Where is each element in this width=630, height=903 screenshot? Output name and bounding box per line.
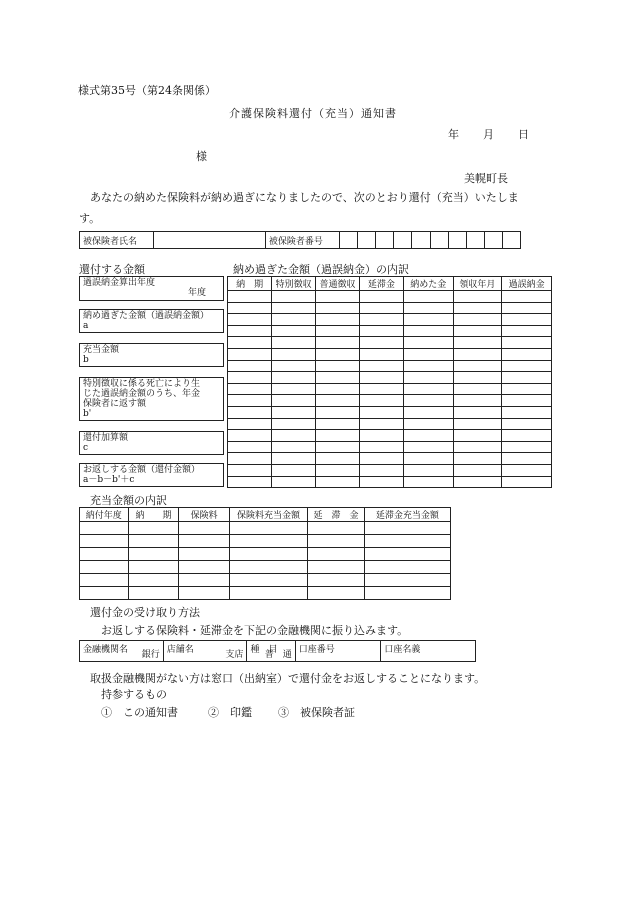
overpaid-breakdown-heading: 納め過ぎた金額（過誤納金）の内訳	[233, 263, 409, 276]
special-collection-line-1: 特別徴収に係る死亡により生	[83, 379, 201, 389]
col-late-fee: 延滞金	[359, 277, 403, 291]
insured-number-digit[interactable]	[394, 232, 412, 249]
col-late-charge-appropriation: 延滞金充当金額	[364, 508, 450, 522]
table-row	[228, 464, 552, 476]
table-cell[interactable]	[453, 291, 502, 303]
table-cell[interactable]	[308, 574, 365, 587]
return-amount-formula: a－b－b'＋c	[83, 475, 135, 485]
table-cell[interactable]	[272, 314, 316, 326]
receipt-method-description: お返しする保険料・延滞金を下記の金融機関に振り込みます。	[101, 624, 409, 637]
table-cell[interactable]	[453, 383, 502, 395]
table-cell[interactable]	[316, 441, 360, 453]
appropriation-breakdown-heading: 充当金額の内訳	[90, 494, 167, 507]
col-receipt-month: 領収年月	[453, 277, 502, 291]
table-cell[interactable]	[272, 383, 316, 395]
table-cell[interactable]	[359, 372, 403, 384]
special-collection-code: b'	[83, 409, 92, 419]
col-payment-year: 納付年度	[80, 508, 129, 522]
table-cell[interactable]	[502, 441, 552, 453]
insured-number-label: 被保険者番号	[265, 232, 339, 249]
bring-item-notice: ① この通知書	[101, 706, 178, 719]
table-cell[interactable]	[272, 372, 316, 384]
table-cell[interactable]	[228, 337, 272, 349]
table-cell[interactable]	[272, 360, 316, 372]
overpaid-breakdown-body	[228, 291, 552, 488]
table-row	[228, 302, 552, 314]
table-cell[interactable]	[272, 464, 316, 476]
col-late-charge: 延 滞 金	[308, 508, 365, 522]
col-premium: 保険料	[179, 508, 230, 522]
overpaid-breakdown-header-row	[228, 277, 552, 291]
table-cell[interactable]	[228, 453, 272, 465]
table-cell[interactable]	[502, 418, 552, 430]
table-cell[interactable]	[128, 574, 179, 587]
insured-number-digit[interactable]	[484, 232, 502, 249]
table-cell[interactable]	[359, 406, 403, 418]
appropriation-amount-label: 充当金額	[83, 345, 120, 355]
table-cell[interactable]	[502, 383, 552, 395]
col-special-collection: 特別徴収	[272, 277, 316, 291]
table-row	[228, 325, 552, 337]
calc-year-label: 過誤納金算出年度	[83, 278, 156, 288]
table-cell[interactable]	[359, 464, 403, 476]
table-cell[interactable]	[272, 395, 316, 407]
table-cell[interactable]	[179, 561, 230, 574]
table-cell[interactable]	[272, 291, 316, 303]
col-due-period: 納 期	[228, 277, 272, 291]
table-cell[interactable]	[272, 476, 316, 488]
table-row	[228, 383, 552, 395]
table-cell[interactable]	[502, 337, 552, 349]
table-row	[228, 348, 552, 360]
return-amount-box[interactable]	[79, 463, 224, 487]
insured-name-field[interactable]	[154, 232, 266, 249]
issuer: 美幌町長	[464, 172, 508, 185]
table-cell[interactable]	[453, 395, 502, 407]
col-overpaid: 過誤納金	[502, 277, 552, 291]
table-cell[interactable]	[403, 441, 453, 453]
table-row	[80, 548, 451, 561]
table-cell[interactable]	[128, 548, 179, 561]
table-cell[interactable]	[228, 476, 272, 488]
table-row	[80, 574, 451, 587]
refund-amount-heading: 還付する金額	[79, 263, 145, 276]
insured-number-digit[interactable]	[502, 232, 520, 249]
table-cell[interactable]	[308, 587, 365, 600]
table-cell[interactable]	[229, 574, 307, 587]
table-cell[interactable]	[359, 453, 403, 465]
table-row	[228, 291, 552, 303]
table-cell[interactable]	[453, 348, 502, 360]
table-cell[interactable]	[179, 548, 230, 561]
table-row	[228, 314, 552, 326]
table-cell[interactable]	[359, 291, 403, 303]
table-cell[interactable]	[403, 291, 453, 303]
table-row	[228, 430, 552, 442]
table-cell[interactable]	[228, 372, 272, 384]
table-cell[interactable]	[316, 325, 360, 337]
table-cell[interactable]	[359, 337, 403, 349]
table-cell[interactable]	[359, 348, 403, 360]
overpaid-amount-box[interactable]	[79, 309, 224, 333]
date-day: 日	[518, 128, 529, 141]
table-cell[interactable]	[228, 406, 272, 418]
table-cell[interactable]	[228, 441, 272, 453]
table-cell[interactable]	[359, 325, 403, 337]
table-cell[interactable]	[453, 360, 502, 372]
table-cell[interactable]	[228, 418, 272, 430]
date-month: 月	[483, 128, 494, 141]
bring-item-insurance-card: ③ 被保険者証	[278, 706, 355, 719]
return-amount-label: お返しする金額（還付金額）	[83, 465, 201, 475]
table-cell[interactable]	[502, 314, 552, 326]
table-row	[228, 406, 552, 418]
overpaid-breakdown-table	[227, 276, 552, 488]
table-cell[interactable]	[229, 535, 307, 548]
table-cell[interactable]	[502, 360, 552, 372]
col-premium-appropriation: 保険料充当金額	[229, 508, 307, 522]
table-cell[interactable]	[403, 453, 453, 465]
insured-name-label: 被保険者氏名	[80, 232, 154, 249]
table-cell[interactable]	[228, 430, 272, 442]
table-cell[interactable]	[502, 348, 552, 360]
table-cell[interactable]	[364, 548, 450, 561]
table-row	[228, 395, 552, 407]
table-cell[interactable]	[272, 441, 316, 453]
refund-addition-label: 還付加算額	[83, 433, 129, 443]
table-cell[interactable]	[403, 337, 453, 349]
table-cell[interactable]	[179, 574, 230, 587]
table-cell[interactable]	[316, 348, 360, 360]
table-row	[80, 522, 451, 535]
table-cell[interactable]	[80, 548, 129, 561]
table-cell[interactable]	[80, 587, 129, 600]
table-row	[228, 418, 552, 430]
table-cell[interactable]	[453, 441, 502, 453]
table-cell[interactable]	[453, 302, 502, 314]
intro-line-2: す。	[79, 212, 101, 225]
special-collection-box[interactable]	[79, 377, 224, 421]
col-ordinary-collection: 普通徴収	[316, 277, 360, 291]
bring-heading: 持参するもの	[101, 688, 167, 701]
table-row	[228, 337, 552, 349]
table-cell[interactable]	[316, 337, 360, 349]
table-cell[interactable]	[80, 522, 129, 535]
table-cell[interactable]	[80, 561, 129, 574]
appropriation-breakdown-header-row	[80, 508, 451, 522]
table-cell[interactable]	[228, 302, 272, 314]
table-cell[interactable]	[228, 360, 272, 372]
table-cell[interactable]	[272, 430, 316, 442]
account-number-label: 口座番号	[298, 645, 335, 655]
table-cell[interactable]	[403, 302, 453, 314]
insured-table	[79, 231, 521, 249]
table-cell[interactable]	[359, 383, 403, 395]
intro-line-1: あなたの納めた保険料が納め過ぎになりましたので、次のとおり還付（充当）いたしま	[90, 191, 519, 204]
table-cell[interactable]	[272, 325, 316, 337]
table-cell[interactable]	[272, 348, 316, 360]
form-number: 様式第35号（第24条関係）	[78, 84, 216, 97]
overpaid-amount-label: 納め過ぎた金額（過誤納金額）	[83, 311, 210, 321]
table-cell[interactable]	[453, 337, 502, 349]
table-cell[interactable]	[364, 535, 450, 548]
account-type-field[interactable]	[247, 641, 295, 662]
insured-number-digit[interactable]	[448, 232, 466, 249]
table-cell[interactable]	[308, 548, 365, 561]
insured-number-digit[interactable]	[430, 232, 448, 249]
table-cell[interactable]	[403, 464, 453, 476]
table-cell[interactable]	[316, 406, 360, 418]
table-cell[interactable]	[502, 476, 552, 488]
table-cell[interactable]	[128, 522, 179, 535]
bring-item-seal: ② 印鑑	[208, 706, 252, 719]
bank-name-label: 金融機関名	[83, 645, 129, 655]
table-cell[interactable]	[179, 535, 230, 548]
table-cell[interactable]	[403, 406, 453, 418]
table-cell[interactable]	[308, 535, 365, 548]
table-cell[interactable]	[272, 418, 316, 430]
table-cell[interactable]	[359, 476, 403, 488]
table-cell[interactable]	[316, 372, 360, 384]
table-cell[interactable]	[403, 430, 453, 442]
table-cell[interactable]	[179, 522, 230, 535]
bank-suffix: 銀行	[141, 650, 160, 660]
table-cell[interactable]	[308, 522, 365, 535]
table-cell[interactable]	[316, 360, 360, 372]
bank-name-field[interactable]	[80, 641, 164, 662]
table-cell[interactable]	[453, 418, 502, 430]
calc-year-box[interactable]	[79, 276, 224, 301]
table-cell[interactable]	[316, 476, 360, 488]
table-cell[interactable]	[403, 418, 453, 430]
insured-number-digit[interactable]	[340, 232, 358, 249]
table-row	[80, 561, 451, 574]
table-cell[interactable]	[179, 587, 230, 600]
table-row	[228, 360, 552, 372]
col-paid-amount: 納めた金	[403, 277, 453, 291]
col-payment-period: 納 期	[128, 508, 179, 522]
table-cell[interactable]	[229, 548, 307, 561]
table-row	[228, 441, 552, 453]
table-cell[interactable]	[502, 430, 552, 442]
table-row	[80, 587, 451, 600]
table-row	[80, 535, 451, 548]
table-cell[interactable]	[364, 561, 450, 574]
table-cell[interactable]	[316, 291, 360, 303]
account-type-label: 種 目	[250, 645, 278, 655]
table-cell[interactable]	[364, 574, 450, 587]
table-cell[interactable]	[359, 314, 403, 326]
table-cell[interactable]	[272, 337, 316, 349]
table-cell[interactable]	[229, 561, 307, 574]
addressee-suffix: 様	[196, 150, 207, 163]
calc-year-suffix: 年度	[187, 288, 206, 298]
table-cell[interactable]	[453, 314, 502, 326]
special-collection-line-2: じた過誤納金額のうち、年金	[83, 389, 201, 399]
table-row	[228, 476, 552, 488]
table-cell[interactable]	[364, 587, 450, 600]
account-number-field[interactable]	[295, 641, 381, 662]
table-cell[interactable]	[403, 314, 453, 326]
table-cell[interactable]	[502, 395, 552, 407]
table-cell[interactable]	[403, 383, 453, 395]
table-cell[interactable]	[80, 535, 129, 548]
table-cell[interactable]	[229, 522, 307, 535]
table-cell[interactable]	[359, 430, 403, 442]
table-cell[interactable]	[359, 302, 403, 314]
table-cell[interactable]	[308, 561, 365, 574]
table-cell[interactable]	[228, 464, 272, 476]
appropriation-amount-code: b	[83, 355, 89, 365]
table-cell[interactable]	[316, 302, 360, 314]
table-cell[interactable]	[502, 453, 552, 465]
refund-addition-code: c	[83, 443, 89, 453]
table-cell[interactable]	[453, 453, 502, 465]
table-cell[interactable]	[502, 372, 552, 384]
table-cell[interactable]	[403, 476, 453, 488]
insured-number-digit[interactable]	[466, 232, 484, 249]
table-cell[interactable]	[502, 325, 552, 337]
insured-number-digit[interactable]	[412, 232, 430, 249]
table-cell[interactable]	[359, 441, 403, 453]
table-cell[interactable]	[316, 453, 360, 465]
date-year: 年	[448, 128, 459, 141]
table-cell[interactable]	[364, 522, 450, 535]
table-cell[interactable]	[502, 464, 552, 476]
insured-number-digit[interactable]	[376, 232, 394, 249]
table-cell[interactable]	[316, 383, 360, 395]
table-cell[interactable]	[403, 325, 453, 337]
table-cell[interactable]	[453, 464, 502, 476]
table-cell[interactable]	[228, 383, 272, 395]
table-cell[interactable]	[128, 587, 179, 600]
account-holder-label: 口座名義	[384, 645, 421, 655]
table-cell[interactable]	[228, 314, 272, 326]
table-cell[interactable]	[502, 291, 552, 303]
document-title: 介護保険料還付（充当）通知書	[229, 107, 397, 120]
table-cell[interactable]	[80, 574, 129, 587]
table-row	[228, 372, 552, 384]
insured-number-digit[interactable]	[358, 232, 376, 249]
table-cell[interactable]	[453, 325, 502, 337]
table-cell[interactable]	[453, 372, 502, 384]
table-cell[interactable]	[316, 430, 360, 442]
table-cell[interactable]	[403, 372, 453, 384]
branch-suffix: 支店	[225, 650, 244, 660]
appropriation-breakdown-body	[80, 522, 451, 600]
table-cell[interactable]	[128, 535, 179, 548]
table-cell[interactable]	[403, 360, 453, 372]
table-cell[interactable]	[502, 406, 552, 418]
table-cell[interactable]	[229, 587, 307, 600]
table-cell[interactable]	[359, 360, 403, 372]
account-holder-field[interactable]	[381, 641, 476, 662]
table-row	[228, 453, 552, 465]
table-cell[interactable]	[228, 395, 272, 407]
branch-name-field[interactable]	[163, 641, 247, 662]
table-cell[interactable]	[228, 291, 272, 303]
counter-note: 取扱金融機関がない方は窓口（出納室）で還付金をお返しすることになります。	[90, 672, 486, 685]
table-cell[interactable]	[272, 453, 316, 465]
overpaid-amount-code: a	[83, 321, 89, 331]
table-cell[interactable]	[272, 302, 316, 314]
table-cell[interactable]	[453, 430, 502, 442]
table-cell[interactable]	[316, 464, 360, 476]
table-cell[interactable]	[403, 395, 453, 407]
appropriation-amount-box[interactable]	[79, 343, 224, 367]
table-cell[interactable]	[316, 314, 360, 326]
branch-name-label: 店舗名	[166, 645, 194, 655]
table-cell[interactable]	[359, 395, 403, 407]
table-cell[interactable]	[228, 348, 272, 360]
table-cell[interactable]	[272, 406, 316, 418]
table-cell[interactable]	[359, 418, 403, 430]
receipt-method-heading: 還付金の受け取り方法	[90, 606, 200, 619]
table-cell[interactable]	[502, 302, 552, 314]
special-collection-line-3: 保険者に返す額	[83, 399, 147, 409]
table-cell[interactable]	[453, 406, 502, 418]
table-cell[interactable]	[403, 348, 453, 360]
bank-table	[79, 640, 476, 662]
table-cell[interactable]	[128, 561, 179, 574]
appropriation-breakdown-table	[79, 507, 451, 600]
table-cell[interactable]	[453, 476, 502, 488]
table-cell[interactable]	[228, 325, 272, 337]
account-type-value: 普 通	[264, 650, 292, 660]
table-cell[interactable]	[316, 395, 360, 407]
table-cell[interactable]	[316, 418, 360, 430]
refund-addition-box[interactable]	[79, 431, 224, 455]
